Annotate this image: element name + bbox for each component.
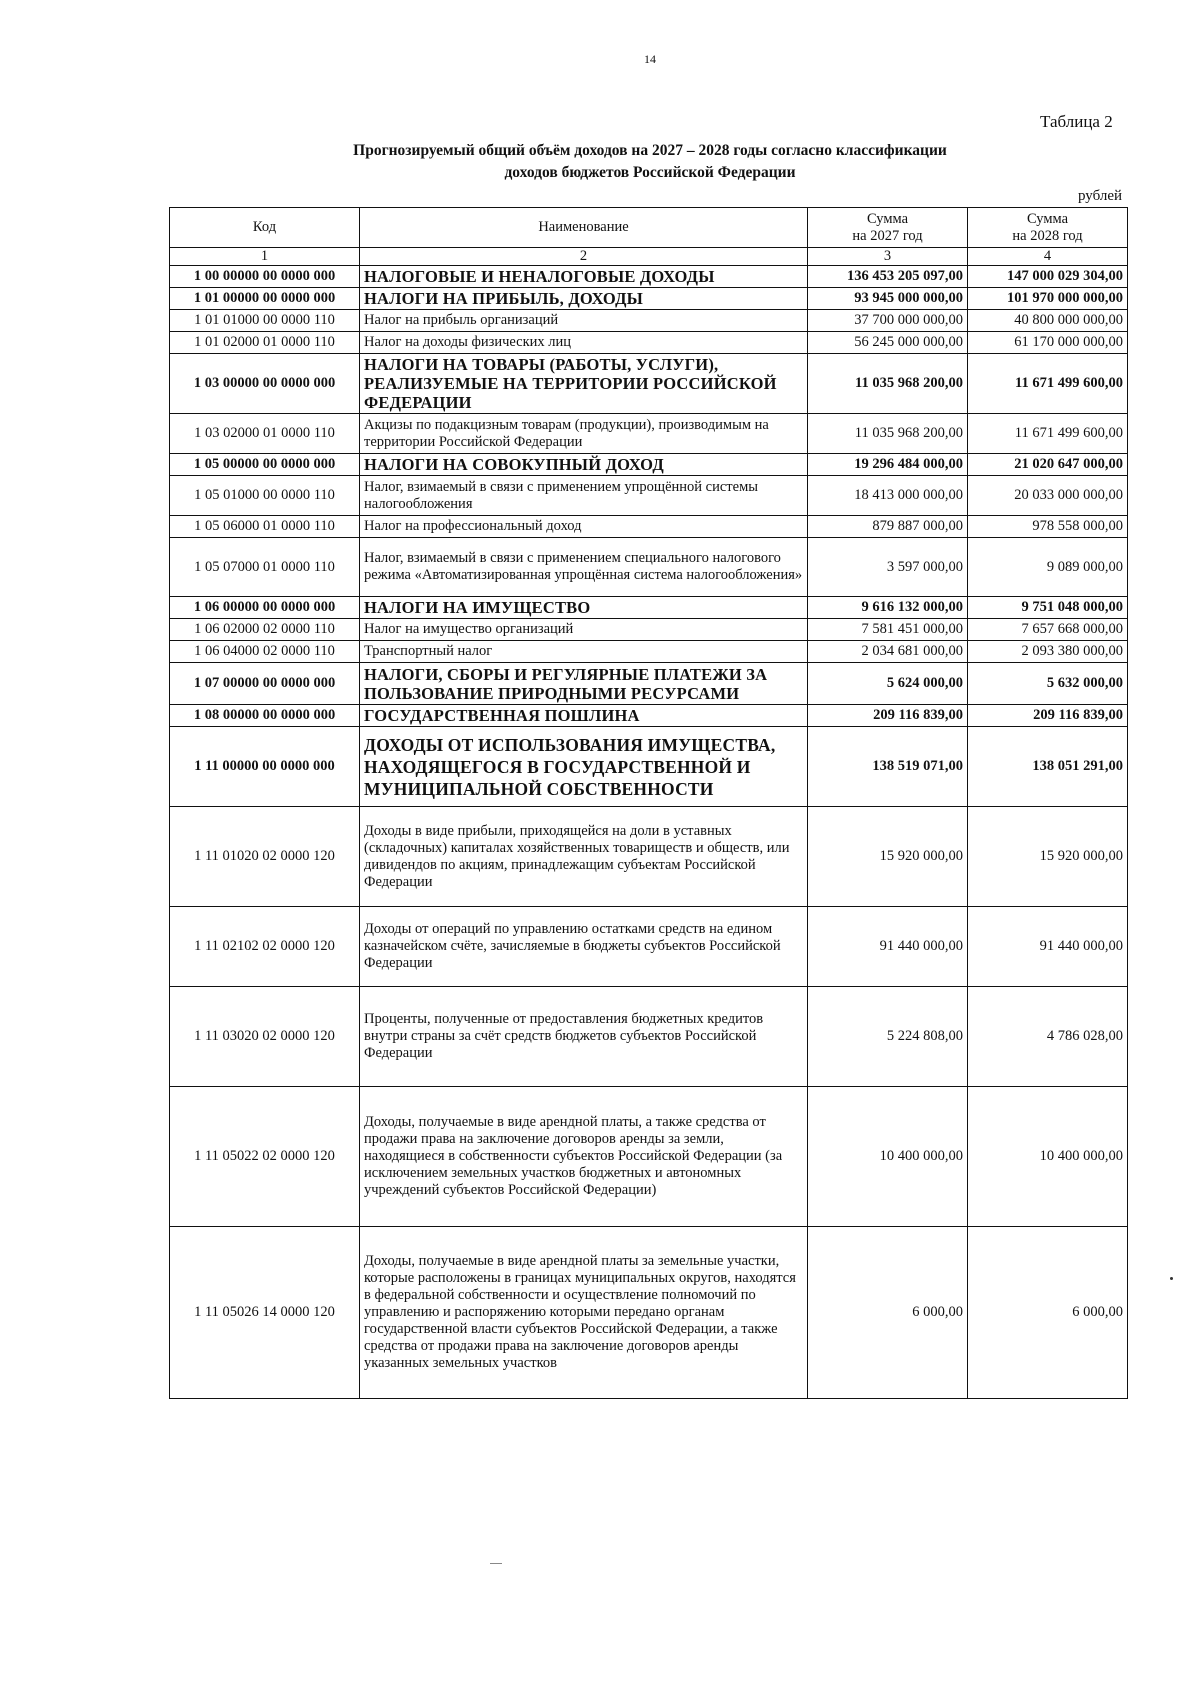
row-sum-2028: 21 020 647 000,00 [968,454,1128,476]
row-sum-2027: 9 616 132 000,00 [808,597,968,619]
row-code: 1 06 00000 00 0000 000 [170,597,360,619]
table-caption: Таблица 2 [1040,112,1113,131]
row-sum-2028: 9 089 000,00 [968,538,1128,597]
header-sum-2028: Сумма на 2028 год [968,208,1128,248]
row-sum-2028: 61 170 000 000,00 [968,332,1128,354]
table-row [170,641,1128,663]
table-row [170,414,1128,454]
revenue-table [169,207,1128,1399]
row-sum-2027: 37 700 000 000,00 [808,310,968,332]
row-sum-2028: 20 033 000 000,00 [968,476,1128,516]
table-row [170,266,1128,288]
row-code: 1 01 00000 00 0000 000 [170,288,360,310]
row-sum-2027: 15 920 000,00 [808,807,968,907]
row-code: 1 03 00000 00 0000 000 [170,354,360,414]
row-name: Налог, взимаемый в связи с применением специального налогового режима «Автоматизированная упрощённая система налогообложения» [360,538,808,597]
row-code: 1 05 01000 00 0000 110 [170,476,360,516]
row-sum-2028: 15 920 000,00 [968,807,1128,907]
row-sum-2027: 5 224 808,00 [808,987,968,1087]
row-sum-2027: 879 887 000,00 [808,516,968,538]
table-row [170,705,1128,727]
row-code: 1 11 00000 00 0000 000 [170,727,360,807]
row-code: 1 01 01000 00 0000 110 [170,310,360,332]
table-row [170,597,1128,619]
row-sum-2027: 91 440 000,00 [808,907,968,987]
units-label: рублей [1078,188,1123,204]
page-number: 14 [644,52,656,66]
table-row [170,354,1128,414]
table-row [170,538,1128,597]
row-code: 1 11 05026 14 0000 120 [170,1227,360,1399]
row-sum-2027: 11 035 968 200,00 [808,354,968,414]
row-name: Проценты, полученные от предоставления бюджетных кредитов внутри страны за счёт средств бюджетов субъектов Российской Федерации [360,987,808,1087]
row-code: 1 03 02000 01 0000 110 [170,414,360,454]
row-sum-2028: 9 751 048 000,00 [968,597,1128,619]
table-row [170,1227,1128,1399]
row-name: НАЛОГИ НА ТОВАРЫ (РАБОТЫ, УСЛУГИ), РЕАЛИЗУЕМЫЕ НА ТЕРРИТОРИИ РОССИЙСКОЙ ФЕДЕРАЦИИ [360,354,808,414]
row-sum-2028: 138 051 291,00 [968,727,1128,807]
row-sum-2027: 136 453 205 097,00 [808,266,968,288]
row-name: Доходы, получаемые в виде арендной платы за земельные участки, которые расположены в границах муниципальных округов, находятся в федеральной собственности и осуществление полномочий по управлению и распоряжению которыми передано органам государственной власти субъектов Российской Федерации, а также средства от продажи права на заключение договоров аренды указанных земельных участков [360,1227,808,1399]
scan-speck [1170,1277,1173,1280]
row-name: Налог на профессиональный доход [360,516,808,538]
row-code: 1 00 00000 00 0000 000 [170,266,360,288]
row-sum-2028: 7 657 668 000,00 [968,619,1128,641]
row-name: Акцизы по подакцизным товарам (продукции), производимым на территории Российской Федерации [360,414,808,454]
header-col-number-1: 1 [170,248,360,266]
header-col-number-3: 3 [808,248,968,266]
table-row [170,1087,1128,1227]
row-sum-2027: 6 000,00 [808,1227,968,1399]
row-sum-2027: 19 296 484 000,00 [808,454,968,476]
row-name: Налог на прибыль организаций [360,310,808,332]
row-sum-2028: 91 440 000,00 [968,907,1128,987]
row-name: НАЛОГИ НА СОВОКУПНЫЙ ДОХОД [360,454,808,476]
row-code: 1 07 00000 00 0000 000 [170,663,360,705]
row-sum-2028: 11 671 499 600,00 [968,354,1128,414]
row-sum-2028: 209 116 839,00 [968,705,1128,727]
row-sum-2028: 4 786 028,00 [968,987,1128,1087]
row-code: 1 06 04000 02 0000 110 [170,641,360,663]
row-name: НАЛОГИ НА ПРИБЫЛЬ, ДОХОДЫ [360,288,808,310]
row-sum-2027: 209 116 839,00 [808,705,968,727]
row-name: НАЛОГОВЫЕ И НЕНАЛОГОВЫЕ ДОХОДЫ [360,266,808,288]
table-row [170,727,1128,807]
row-code: 1 08 00000 00 0000 000 [170,705,360,727]
table-row [170,288,1128,310]
row-sum-2027: 56 245 000 000,00 [808,332,968,354]
row-code: 1 05 00000 00 0000 000 [170,454,360,476]
row-sum-2028: 978 558 000,00 [968,516,1128,538]
table-row [170,907,1128,987]
header-code: Код [170,208,360,248]
row-name: Налог на доходы физических лиц [360,332,808,354]
table-row [170,332,1128,354]
header-col-number-4: 4 [968,248,1128,266]
row-sum-2027: 3 597 000,00 [808,538,968,597]
row-sum-2027: 18 413 000 000,00 [808,476,968,516]
row-sum-2028: 101 970 000 000,00 [968,288,1128,310]
document-title [170,140,1130,184]
table-row [170,619,1128,641]
row-sum-2028: 40 800 000 000,00 [968,310,1128,332]
row-name: Доходы от операций по управлению остатками средств на едином казначейском счёте, зачисляемые в бюджеты субъектов Российской Федерации [360,907,808,987]
row-code: 1 11 01020 02 0000 120 [170,807,360,907]
row-sum-2028: 11 671 499 600,00 [968,414,1128,454]
row-name: ГОСУДАРСТВЕННАЯ ПОШЛИНА [360,705,808,727]
row-code: 1 11 05022 02 0000 120 [170,1087,360,1227]
row-sum-2028: 147 000 029 304,00 [968,266,1128,288]
row-sum-2027: 5 624 000,00 [808,663,968,705]
scan-mark [490,1563,502,1564]
header-col-number-2: 2 [360,248,808,266]
row-code: 1 11 03020 02 0000 120 [170,987,360,1087]
table-row [170,476,1128,516]
row-name: Доходы в виде прибыли, приходящейся на доли в уставных (складочных) капиталах хозяйственных товариществ и обществ, или дивидендов по акциям, принадлежащим субъектам Российской Федерации [360,807,808,907]
row-sum-2027: 7 581 451 000,00 [808,619,968,641]
table-row [170,987,1128,1087]
table-row [170,663,1128,705]
row-code: 1 05 07000 01 0000 110 [170,538,360,597]
row-sum-2027: 2 034 681 000,00 [808,641,968,663]
row-sum-2027: 138 519 071,00 [808,727,968,807]
row-name: Налог, взимаемый в связи с применением упрощённой системы налогообложения [360,476,808,516]
title-line-2: доходов бюджетов Российской Федерации [504,164,796,181]
table-row [170,454,1128,476]
row-sum-2027: 93 945 000 000,00 [808,288,968,310]
row-sum-2028: 5 632 000,00 [968,663,1128,705]
row-name: НАЛОГИ НА ИМУЩЕСТВО [360,597,808,619]
table-row [170,516,1128,538]
row-sum-2028: 6 000,00 [968,1227,1128,1399]
title-line-1: Прогнозируемый общий объём доходов на 2027 – 2028 годы согласно классификации [353,142,947,159]
header-name: Наименование [360,208,808,248]
table-row [170,310,1128,332]
table-row [170,807,1128,907]
row-name: НАЛОГИ, СБОРЫ И РЕГУЛЯРНЫЕ ПЛАТЕЖИ ЗА ПОЛЬЗОВАНИЕ ПРИРОДНЫМИ РЕСУРСАМИ [360,663,808,705]
row-sum-2028: 2 093 380 000,00 [968,641,1128,663]
row-sum-2027: 10 400 000,00 [808,1087,968,1227]
row-name: ДОХОДЫ ОТ ИСПОЛЬЗОВАНИЯ ИМУЩЕСТВА, НАХОДЯЩЕГОСЯ В ГОСУДАРСТВЕННОЙ И МУНИЦИПАЛЬНОЙ СОБСТВЕННОСТИ [360,727,808,807]
row-code: 1 06 02000 02 0000 110 [170,619,360,641]
row-name: Доходы, получаемые в виде арендной платы, а также средства от продажи права на заключение договоров аренды за земли, находящиеся в собственности субъектов Российской Федерации (за исключением земельных участков бюджетных и автономных учреждений субъектов Российской Федерации) [360,1087,808,1227]
header-sum-2027: Сумма на 2027 год [808,208,968,248]
row-sum-2028: 10 400 000,00 [968,1087,1128,1227]
row-sum-2027: 11 035 968 200,00 [808,414,968,454]
row-name: Транспортный налог [360,641,808,663]
row-code: 1 01 02000 01 0000 110 [170,332,360,354]
row-code: 1 05 06000 01 0000 110 [170,516,360,538]
row-code: 1 11 02102 02 0000 120 [170,907,360,987]
row-name: Налог на имущество организаций [360,619,808,641]
